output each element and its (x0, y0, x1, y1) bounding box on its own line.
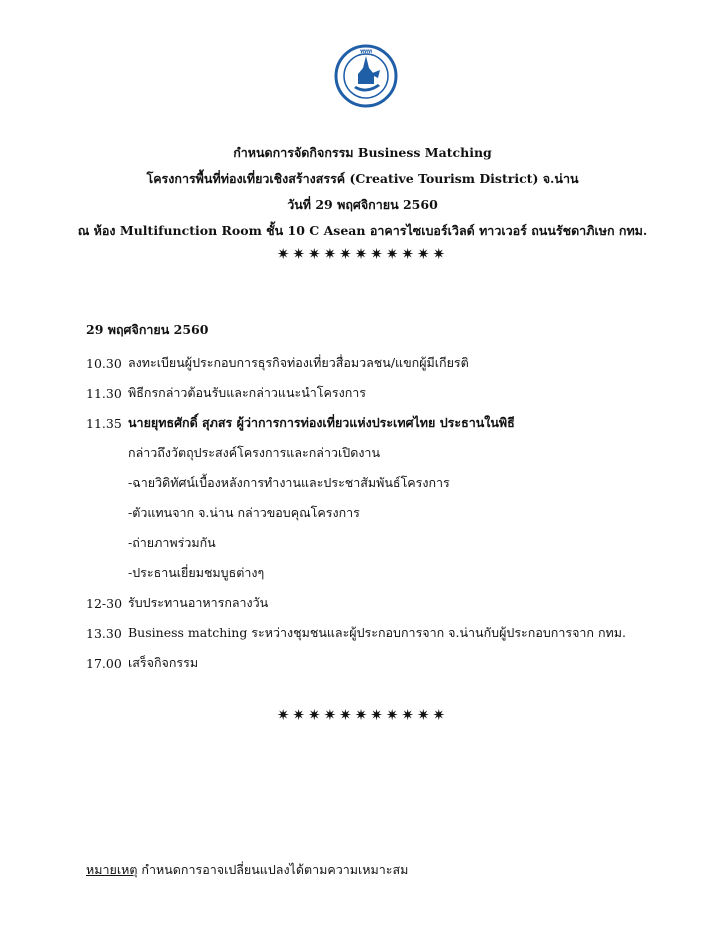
agenda-text: พิธีกรกล่าวต้อนรับและกล่าวแนะนำโครงการ (128, 385, 367, 400)
footnote (86, 860, 408, 880)
footnote-label: หมายเหตุ (86, 862, 138, 877)
separator-top: ✷✷✷✷✷✷✷✷✷✷✷ (276, 245, 449, 263)
agenda-time: 11.35 (86, 415, 122, 431)
header-line-3: วันที่ 29 พฤศจิกายน 2560 (287, 197, 438, 212)
agenda-text: -ถ่ายภาพร่วมกัน (128, 535, 216, 550)
agenda-text: รับประทานอาหารกลางวัน (128, 595, 269, 610)
agenda-list (86, 348, 686, 678)
agenda-text: -ฉายวิดิทัศน์เบื้องหลังการทำงานและประชาสัมพันธ์โครงการ (128, 475, 450, 490)
footnote-text: กำหนดการอาจเปลี่ยนแปลงได้ตามความเหมาะสม (137, 862, 409, 877)
agenda-time: 11.30 (86, 385, 122, 401)
agenda-text: -ตัวแทนจาก จ.น่าน กล่าวขอบคุณโครงการ (128, 505, 360, 520)
agenda-time: 17.00 (86, 655, 122, 671)
agenda-row (86, 408, 686, 438)
agenda-row (86, 468, 686, 498)
separator-bottom: ✷✷✷✷✷✷✷✷✷✷✷ (276, 706, 449, 724)
agenda-text: นายยุทธศักดิ์ สุภสร ผู้ว่าการการท่องเที่ยวแห่งประเทศไทย ประธานในพิธี (128, 415, 515, 430)
agenda-row (86, 618, 686, 648)
agenda-text: -ประธานเยี่ยมชมบูธต่างๆ (128, 565, 265, 580)
agenda-row (86, 498, 686, 528)
agenda-time: 13.30 (86, 625, 122, 641)
agenda-time: 12-30 (86, 595, 123, 611)
agenda-row (86, 648, 686, 678)
document-header (0, 140, 725, 244)
header-line-4: ณ ห้อง Multifunction Room ชั้น 10 C Asean อาคารไซเบอร์เวิลด์ ทาวเวอร์ ถนนรัชดาภิเษก กทม. (77, 223, 648, 238)
agenda-time: 10.30 (86, 355, 122, 371)
agenda-row (86, 558, 686, 588)
agenda-row (86, 438, 686, 468)
agenda-text: เสร็จกิจกรรม (128, 655, 199, 670)
agenda-row (86, 378, 686, 408)
header-line-1: กำหนดการจัดกิจกรรม Business Matching (233, 145, 492, 160)
date-heading: 29 พฤศจิกายน 2560 (86, 322, 209, 337)
header-line-2: โครงการพื้นที่ท่องเที่ยวเชิงสร้างสรรค์ (Creative Tourism District) จ.น่าน (146, 171, 579, 186)
agenda-row (86, 348, 686, 378)
agenda-text: ลงทะเบียนผู้ประกอบการธุรกิจท่องเที่ยวสื่อมวลชน/แขกผู้มีเกียรติ (128, 355, 469, 370)
agenda-row (86, 528, 686, 558)
agenda-text: กล่าวถึงวัตถุประสงค์โครงการและกล่าวเปิดงาน (128, 445, 380, 460)
agenda-row (86, 588, 686, 618)
agenda-text: Business matching ระหว่างชุมชนและผู้ประกอบการจาก จ.น่านกับผู้ประกอบการจาก กทม. (128, 625, 626, 640)
svg-text:ททท: ททท (360, 48, 372, 55)
tat-logo-icon (334, 44, 398, 108)
